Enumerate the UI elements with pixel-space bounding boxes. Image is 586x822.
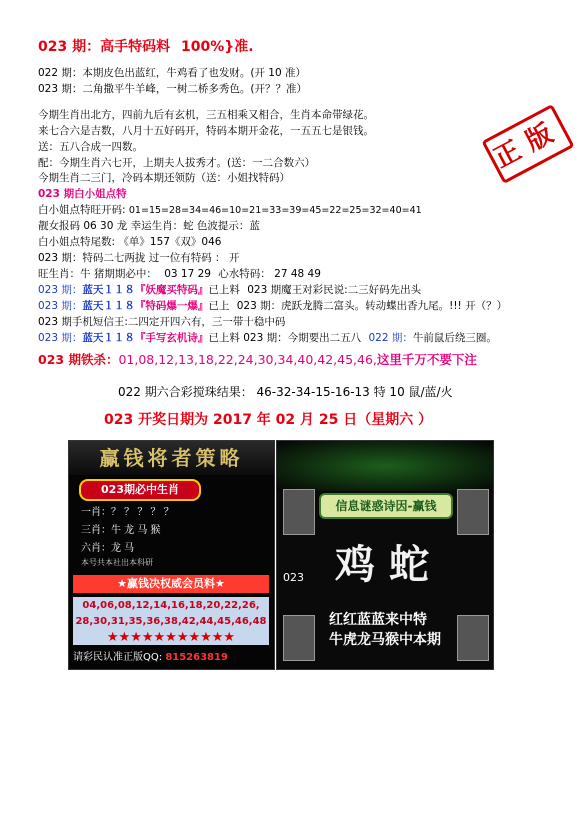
kill-line (38, 352, 477, 368)
promo-left-banner[interactable] (68, 440, 275, 670)
promo-right-top (277, 441, 493, 491)
blue-line-1 (38, 283, 421, 297)
portrait-right-top (457, 489, 489, 535)
l2-book[interactable]: 『特码爆一爆』 (134, 300, 209, 312)
promo-left-strip: ★赢钱决权威会员料★ (73, 575, 269, 593)
portrait-left-bottom (283, 615, 315, 661)
l1-name: 蓝天１１８ (82, 284, 135, 296)
text-line-3: 今期生肖出北方，四前九后有玄机，三五相乘又相合，生肖本命带绿花。 (38, 109, 374, 121)
miss-code-line (38, 203, 422, 218)
promo-left-row1: 一肖：？ ？ ？ ？ ？ (81, 507, 174, 518)
promo-right-sub1: 红红蓝蓝来中特 (329, 612, 427, 628)
blue-line-3: 023 期手机短信王:二四定开四六有，三一带十稳中码 (38, 316, 286, 328)
promo-left-nums2: 28,30,31,35,36,38,42,44,45,46,48 (73, 613, 269, 631)
miss-tail-line (38, 235, 221, 249)
text-line-6: 配：今期生肖六七开，上期夫人拔秀才。(送：一二合数六） (38, 157, 316, 169)
l1-tail: 已上料 (208, 284, 240, 296)
title-part1: 023 期：高手特码料 (38, 39, 171, 55)
promo-left-footer (73, 651, 269, 665)
title-part2: 100% (180, 39, 225, 55)
l4-book[interactable]: 『手写玄机诗』 (134, 332, 209, 344)
miss-tail-label: 白小姐点特尾数: (38, 236, 116, 248)
promo-left-stars: ★★★★★★★★★★★ (73, 631, 269, 645)
wife-line: 靓女报码 06 30 龙 幸运生肖：蛇 色波提示：蓝 (38, 220, 260, 232)
draw-date: 023 开奖日期为 2017 年 02 月 25 日（星期六 ） (104, 412, 433, 428)
portrait-right-bottom (457, 615, 489, 661)
l2-tail: 已上 (208, 300, 230, 312)
l4-extra2: 022 期： (368, 332, 413, 344)
promo-left-footer-label: 请彩民认准正版QQ: (73, 652, 163, 663)
promo-right-big-text: 鸡蛇 (335, 541, 443, 588)
l2-prefix: 023 期： (38, 300, 83, 312)
promo-left-header: 赢钱将者策略 (69, 441, 274, 475)
text-line-7: 今期生肖二三门，冷码本期还领防（送：小姐找特码） (38, 172, 290, 184)
promo-right-banner[interactable] (276, 440, 494, 670)
promo-right-banner-title: 信息谜惑诗因-赢钱 (319, 493, 453, 519)
l4-tail: 已上料 (208, 332, 240, 344)
l4-extra3: 牛前鼠后绕三圈。 (412, 332, 497, 344)
title-part3: }准. (224, 39, 254, 55)
l1-extra: 023 期魔王对彩民说:二三好码先出头 (247, 284, 422, 296)
kill-warn: 这里千万不要下注 (376, 352, 477, 367)
promo-right-sub2: 牛虎龙马猴中本期 (329, 632, 441, 648)
promo-left-row3: 六肖：龙 马 (81, 543, 135, 554)
promo-left-row4: 本号共本社出本科研 (81, 558, 153, 567)
result-line: 022 期六合彩搅珠结果： 46-32-34-15-16-13 特 10 鼠/蓝/火 (118, 385, 453, 399)
l1-book[interactable]: 『妖魔买特码』 (134, 284, 209, 296)
promo-left-badge: 023期必中生肖 (79, 479, 201, 501)
blue-line-4 (38, 331, 497, 345)
miss-heading: 023 期白小姐点特 (38, 188, 127, 200)
promo-left-nums1: 04,06,08,12,14,16,18,20,22,26, (73, 597, 269, 615)
stamp: 正版 (481, 104, 574, 184)
l4-extra1: 023 期：今期要出二五八 (243, 332, 362, 344)
special-line2 (38, 267, 321, 281)
zodiac-label: 旺生肖：牛 猪期期必中： (38, 268, 157, 280)
zodiac-nums: 03 17 29 (164, 268, 211, 280)
l2-extra: 023 期：虎跃龙腾二富头。转动蝶出香九尾。!!! 开（？） (236, 300, 508, 312)
text-line-5: 送：五八合成一四数。 (38, 141, 143, 153)
text-line-2: 023 期：二角撒平牛羊峰，一树二桥多秀色。(开？？准） (38, 83, 307, 95)
portrait-left-top (283, 489, 315, 535)
l2-name: 蓝天１１８ (82, 300, 135, 312)
promo-left-qq: 815263819 (165, 652, 228, 663)
miss-code-value: 01=15=28=34=46=10=21=33=39=45=22=25=32=40=41 (128, 205, 422, 216)
text-line-4: 来七合六是吉数，八月十五好码开，特码本期开金花，一五五七是银钱。 (38, 125, 374, 137)
l1-prefix: 023 期： (38, 284, 83, 296)
miss-tail-value: 《单》157《双》046 (118, 236, 222, 248)
promo-right-number: 023 (283, 571, 304, 584)
heart-label: 心水特码： (218, 268, 271, 280)
blue-line-2 (38, 299, 507, 313)
miss-code-label: 白小姐点特旺开码: (38, 204, 126, 216)
kill-label: 023 期铁杀： (38, 352, 119, 367)
page-title (38, 38, 254, 56)
text-line-1: 022 期：本期皮色出蓝红，牛鸡看了也发财。(开 10 准） (38, 67, 307, 79)
l4-prefix: 023 期： (38, 332, 83, 344)
l4-name: 蓝天１１８ (82, 332, 135, 344)
special-line1: 023 期：特码二七两拢 过一位有特码 ： 开 (38, 252, 240, 264)
kill-nums: 01,08,12,13,18,22,24,30,34,40,42,45,46, (118, 352, 377, 367)
promo-left-row2: 三肖：牛 龙 马 猴 (81, 525, 161, 536)
heart-nums: 27 48 49 (274, 268, 321, 280)
